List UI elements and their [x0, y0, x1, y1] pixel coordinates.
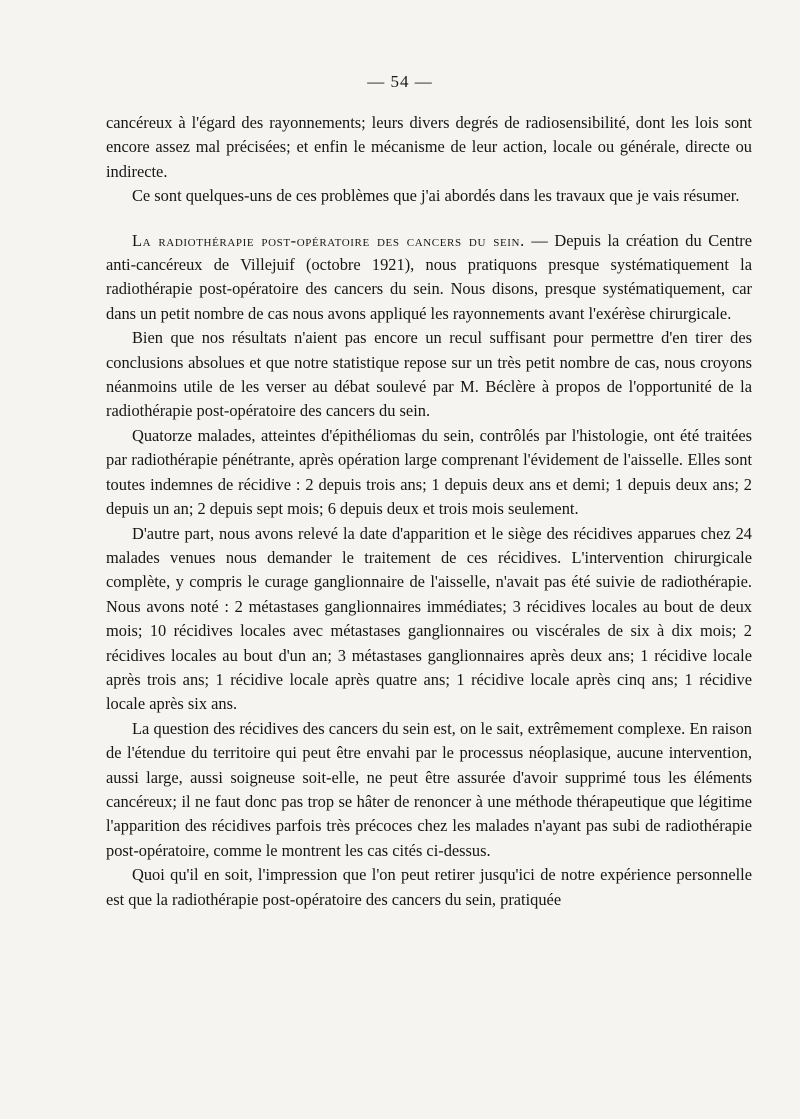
paragraph — [106, 522, 752, 717]
paragraph-text: Quatorze malades, atteintes d'épithéliomas du sein, contrôlés par l'histologie, ont été traitées par radiothérapie pénétrante, après opération large comprenant l'évidement de l'aisselle. Elles sont toutes indemnes de récidive : 2 depuis trois ans; 1 depuis deux ans et demi; 1 depuis deux ans; 2 depuis un an; 2 depuis sept mois; 6 depuis deux et trois mois seulement. — [106, 425, 752, 519]
page-number: — 54 — — [367, 72, 433, 91]
paragraph — [106, 863, 752, 912]
paragraph-text: Quoi qu'il en soit, l'impression que l'on peut retirer jusqu'ici de notre expérience personnelle est que la radiothérapie post-opératoire des cancers du sein, pratiquée — [106, 865, 752, 909]
paragraph-continuation — [106, 111, 752, 184]
paragraph-text: La question des récidives des cancers du sein est, on le sait, extrêmement complexe. En raison de l'étendue du territoire qui peut être envahi par le processus néoplasique, aucune intervention, aussi large, aussi soigneuse soit-elle, ne peut être assurée d'avoir supprimé tous les éléments cancéreux; il ne faut donc pas trop se hâter de renoncer à une méthode thérapeutique que légitime l'apparition des récidives parfois très précoces chez les malades n'ayant pas subi de radiothérapie post-opératoire, comme le montrent les cas cités ci-dessus. — [106, 718, 752, 860]
paragraph-text: — Depuis la création du Centre anti-cancéreux de Villejuif (octobre 1921), nous pratiquons presque systématiquement la radiothérapie post-opératoire des cancers du sein. Nous disons, presque systématiquement, car dans un petit nombre de cas nous avons appliqué les rayonnements avant l'exérèse chirurgicale. — [106, 230, 752, 323]
section-paragraph — [106, 229, 752, 327]
paragraph-text: cancéreux à l'égard des rayonnements; leurs divers degrés de radiosensibilité, dont les lois sont encore assez mal précisées; et enfin le mécanisme de leur action, locale ou générale, directe ou indirecte. — [106, 113, 752, 181]
section-heading: La radiothérapie post-opératoire des cancers du sein. — [132, 230, 525, 250]
paragraph — [106, 717, 752, 863]
paragraph — [106, 424, 752, 522]
paragraph-text: Ce sont quelques-uns de ces problèmes que j'ai abordés dans les travaux que je vais résumer. — [132, 186, 740, 206]
body-text — [106, 111, 752, 912]
paragraph-text: Bien que nos résultats n'aient pas encore un recul suffisant pour permettre d'en tirer des conclusions absolues et que notre statistique repose sur un très petit nombre de cas, nous croyons néanmoins utile de les verser au débat soulevé par M. Béclère à propos de l'opportunité de la radiothérapie post-opératoire des cancers du sein. — [106, 328, 752, 421]
paragraph — [106, 184, 752, 208]
paragraph — [106, 326, 752, 424]
paragraph-text: D'autre part, nous avons relevé la date d'apparition et le siège des récidives apparues chez 24 malades venues nous demander le traitement de ces récidives. L'intervention chirurgicale complète, y compris le curage ganglionnaire de l'aisselle, n'avait pas été suivie de radiothérapie. Nous avons noté : 2 métastases ganglionnaires immédiates; 3 récidives locales au bout de deux mois; 10 récidives locales avec métastases ganglionnaires ou viscérales de six à dix mois; 2 récidives locales au bout d'un an; 3 métastases ganglionnaires après deux ans; 1 récidive locale après trois ans; 1 récidive locale après quatre ans; 1 récidive locale après cinq ans; 1 récidive locale après six ans. — [106, 523, 752, 714]
